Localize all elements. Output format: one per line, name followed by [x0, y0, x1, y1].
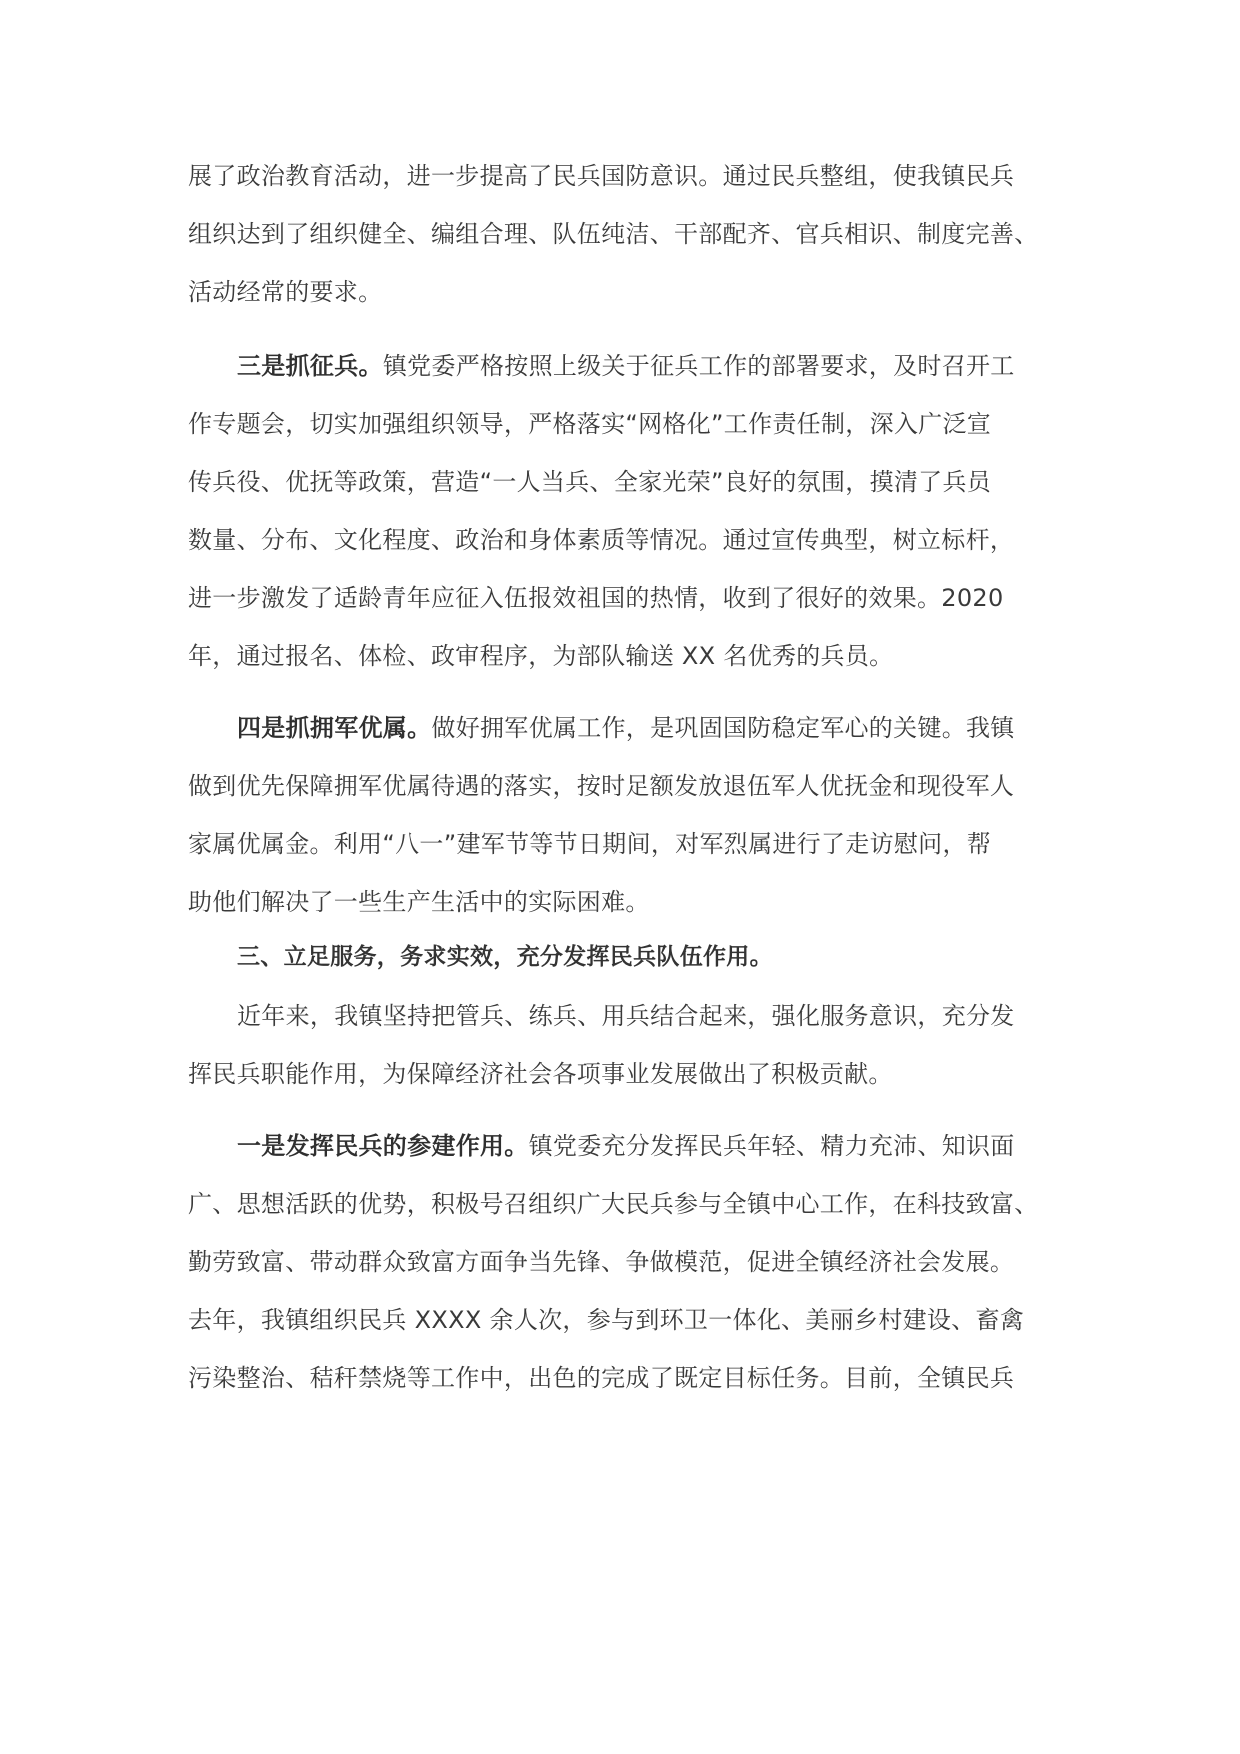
paragraph-line: 作专题会，切实加强组织领导，严格落实“网格化”工作责任制，深入广泛宣: [188, 410, 992, 438]
paragraph-line: 挥民兵职能作用，为保障经济社会各项事业发展做出了积极贡献。: [188, 1060, 893, 1088]
paragraph-line: 传兵役、优抚等政策，营造“一人当兵、全家光荣”良好的氛围，摸清了兵员: [188, 468, 992, 496]
paragraph-first-line: [237, 712, 1068, 744]
paragraph-line: 组织达到了组织健全、编组合理、队伍纯洁、干部配齐、官兵相识、制度完善、: [188, 220, 1039, 248]
paragraph-first-line: 近年来，我镇坚持把管兵、练兵、用兵结合起来，强化服务意识，充分发: [237, 1002, 1015, 1030]
paragraph-line: 家属优属金。利用“八一”建军节等节日期间，对军烈属进行了走访慰问，帮: [188, 830, 992, 858]
paragraph-line: 广、思想活跃的优势，积极号召组织广大民兵参与全镇中心工作，在科技致富、: [188, 1190, 1039, 1218]
paragraph-text: 镇党委充分发挥民兵年轻、精力充沛、知识面: [528, 1132, 1015, 1160]
paragraph-line: 展了政治教育活动，进一步提高了民兵国防意识。通过民兵整组，使我镇民兵: [188, 162, 1015, 190]
paragraph-line: 进一步激发了适龄青年应征入伍报效祖国的热情，收到了很好的效果。2020: [188, 584, 1004, 612]
paragraph-line: 勤劳致富、带动群众致富方面争当先锋、争做模范，促进全镇经济社会发展。: [188, 1248, 1015, 1276]
paragraph-line: 年，通过报名、体检、政审程序，为部队输送 XX 名优秀的兵员。: [188, 642, 894, 670]
paragraph-lead: 一是发挥民兵的参建作用。: [237, 1132, 529, 1160]
paragraph-line: 去年，我镇组织民兵 XXXX 余人次，参与到环卫一体化、美丽乡村建设、畜禽: [188, 1306, 1025, 1334]
paragraph-line: 做到优先保障拥军优属待遇的落实，按时足额发放退伍军人优抚金和现役军人: [188, 772, 1015, 800]
section-heading: 三、立足服务，务求实效，充分发挥民兵队伍作用。: [237, 944, 773, 970]
paragraph-line: 污染整治、秸秆禁烧等工作中，出色的完成了既定目标任务。目前，全镇民兵: [188, 1364, 1015, 1392]
paragraph-first-line: [237, 1130, 1068, 1162]
paragraph-text: 镇党委严格按照上级关于征兵工作的部署要求，及时召开工: [382, 352, 1015, 380]
paragraph-line: 数量、分布、文化程度、政治和身体素质等情况。通过宣传典型，树立标杆，: [188, 526, 1015, 554]
paragraph-line: 活动经常的要求。: [188, 278, 383, 306]
paragraph-text: 做好拥军优属工作，是巩固国防稳定军心的关键。我镇: [431, 714, 1015, 742]
paragraph-lead: 四是抓拥军优属。: [237, 714, 432, 742]
paragraph-first-line: [237, 350, 1068, 382]
paragraph-lead: 三是抓征兵。: [237, 352, 383, 380]
paragraph-line: 助他们解决了一些生产生活中的实际困难。: [188, 888, 650, 916]
